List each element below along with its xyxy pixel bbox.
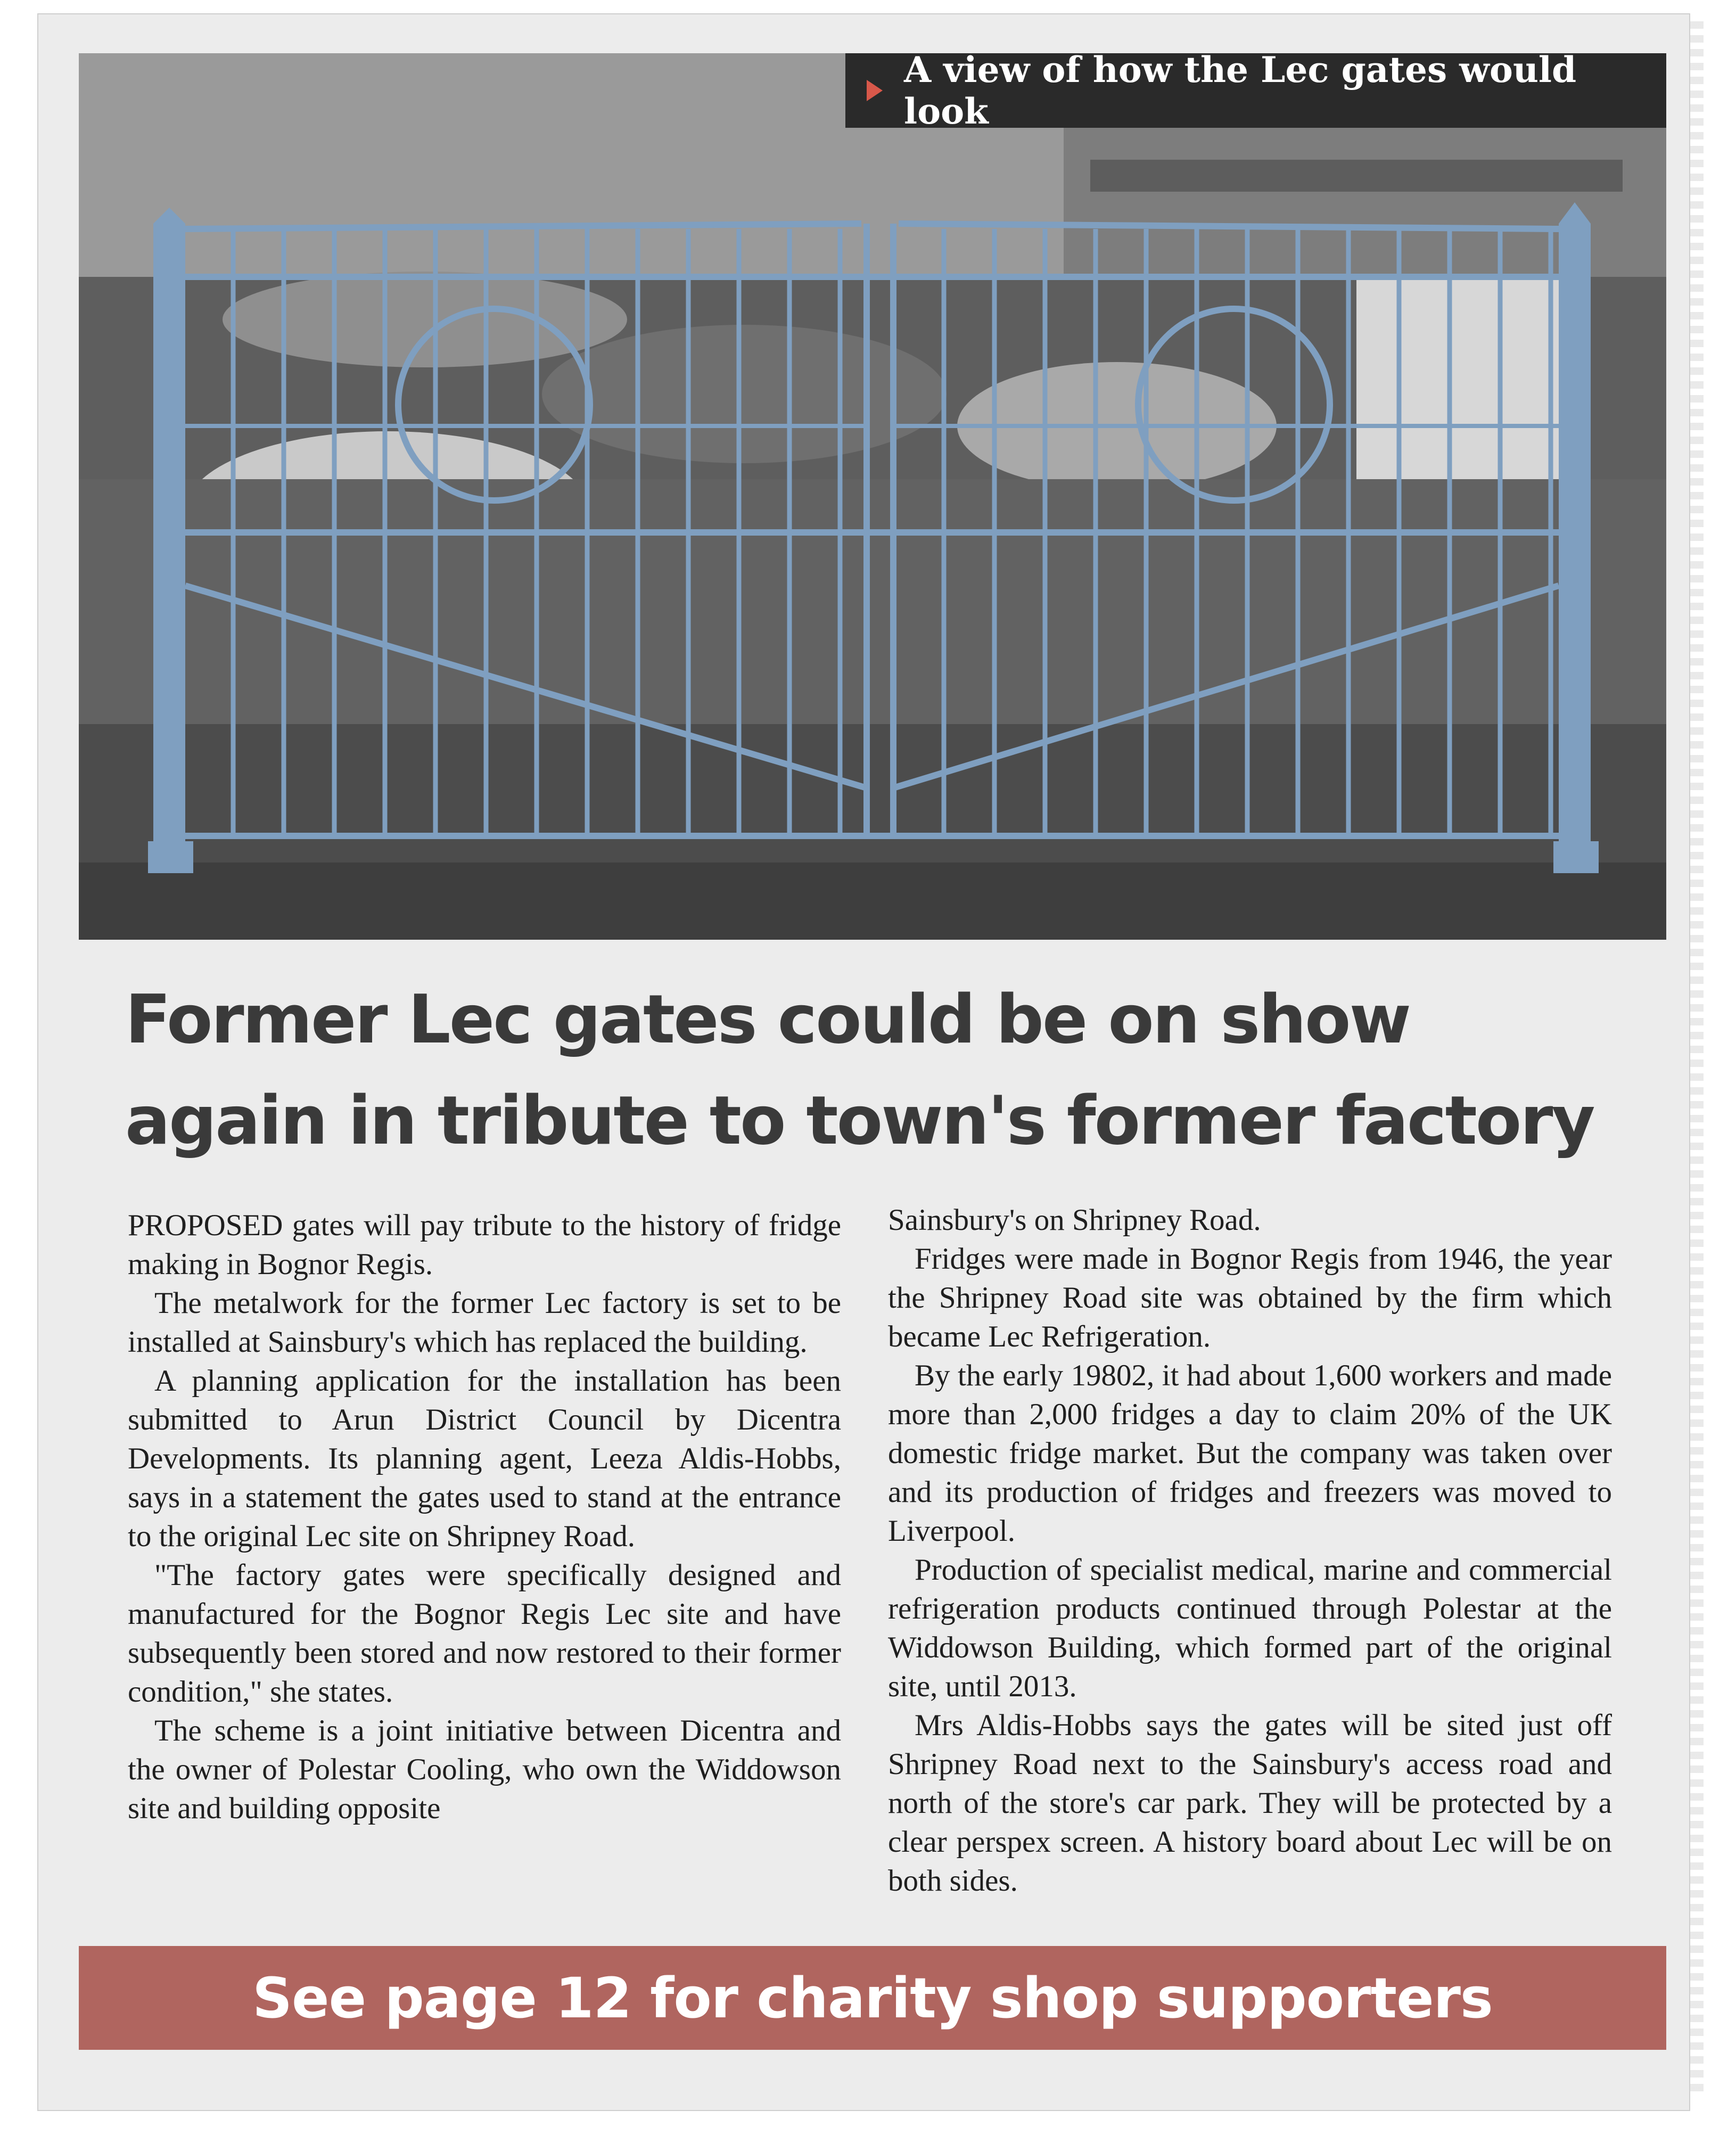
headline-line-2: again in tribute to town's former factory: [125, 1081, 1594, 1160]
photo-caption-text: A view of how the Lec gates would look: [904, 49, 1577, 132]
article-paragraph: Mrs Aldis-Hobbs says the gates will be sited just off Shripney Road next to the Sainsbury's access road and north of the store's car park. They will be protected by a clear perspex screen. A history board about Lec will be on both sides.: [888, 1709, 1612, 1898]
headline-line-1: Former Lec gates could be on show: [125, 980, 1410, 1058]
article-column-left: [128, 1206, 841, 1828]
gates-illustration: [79, 53, 1666, 940]
gates-photo: [79, 53, 1666, 940]
article-paragraph: The metalwork for the former Lec factory is set to be installed at Sainsbury's which has replaced the building.: [128, 1286, 841, 1359]
photo-caption: [845, 49, 1666, 132]
article-paragraph: By the early 19802, it had about 1,600 workers and made more than 2,000 fridges a day to claim 20% of the UK domestic fridge market. But the company was taken over and its production of fridges and freezers was moved to Liverpool.: [888, 1359, 1612, 1548]
charity-shop-banner: [79, 1946, 1666, 2050]
banner-text: See page 12 for charity shop supporters: [252, 1965, 1493, 2031]
article-paragraph: The scheme is a joint initiative between Dicentra and the owner of Polestar Cooling, who own the Widdowson site and building opposite: [128, 1714, 841, 1825]
article-paragraph: Sainsbury's on Shripney Road.: [888, 1203, 1261, 1237]
article-column-right: [888, 1201, 1612, 1900]
article-paragraph: "The factory gates were specifically designed and manufactured for the Bognor Regis Lec site and have subsequently been stored and now restored to their former condition," she states.: [128, 1558, 841, 1709]
torn-edge: [1690, 21, 1704, 2098]
article-paragraph: PROPOSED gates will pay tribute to the history of fridge making in Bognor Regis.: [128, 1209, 841, 1281]
article-paragraph: Production of specialist medical, marine and commercial refrigeration products continued through Polestar at the Widdowson Building, which formed part of the original site, until 2013.: [888, 1553, 1612, 1703]
triangle-right-icon: [867, 80, 883, 101]
article-paragraph: Fridges were made in Bognor Regis from 1946, the year the Shripney Road site was obtained by the firm which became Lec Refrigeration.: [888, 1242, 1612, 1353]
article-paragraph: A planning application for the installation has been submitted to Arun District Council by Dicentra Developments. Its planning agent, Leeza Aldis-Hobbs, says in a statement the gates used to stand at the entrance to the original Lec site on Shripney Road.: [128, 1364, 841, 1553]
headline: [125, 969, 1616, 1171]
